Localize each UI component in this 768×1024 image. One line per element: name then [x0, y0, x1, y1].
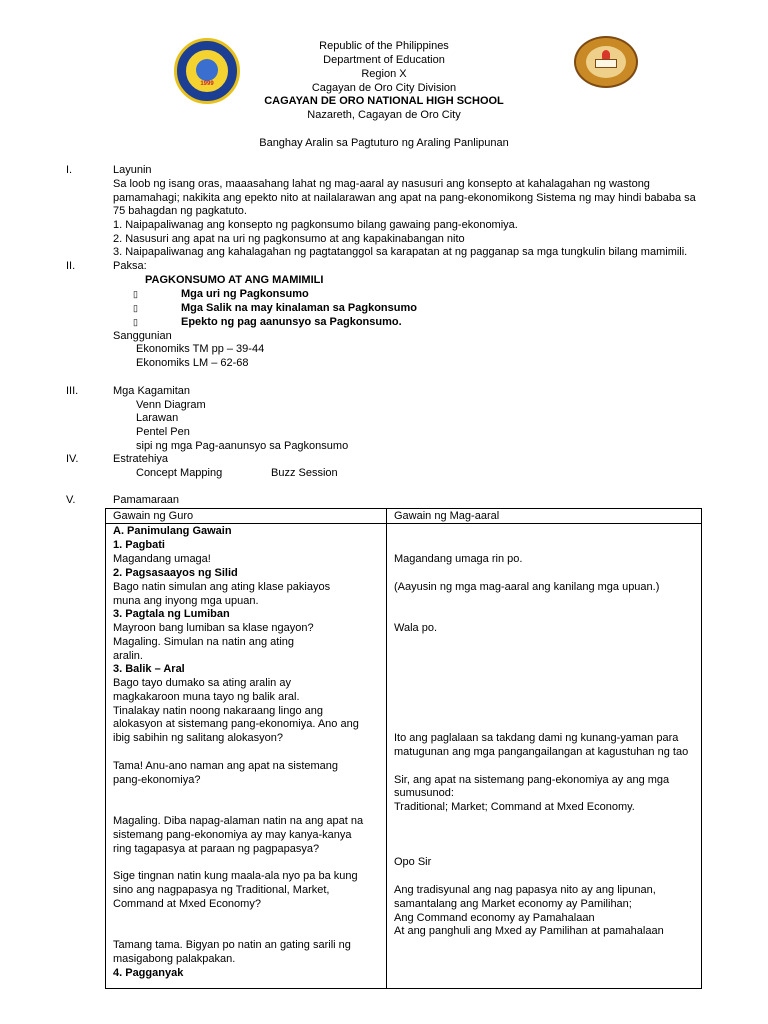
lesson-plan-title: Banghay Aralin sa Pagtuturo ng Araling Panlipunan: [259, 137, 509, 149]
objective-line: 3. Naipapaliwanag ang kahalagahan ng pagtatanggol sa karapatan at ng pagganap sa mga tungkulin bilang mamimili.: [113, 246, 688, 258]
teacher-line: Bago natin simulan ang ating klase pakiayos: [113, 581, 331, 593]
teacher-line: Command at Mxed Economy?: [113, 898, 261, 910]
objective-line: pamamahagi; nakikita ang epekto nito at nailalarawan ang apat na pang-ekonomikong Sistema ng may hindi bababa sa: [113, 192, 696, 204]
objective-line: 2. Nasusuri ang apat na uri ng pagkonsumo at ang kapakinabangan nito: [113, 233, 465, 245]
section-numeral: III.: [66, 385, 79, 397]
section-numeral: II.: [66, 260, 76, 272]
student-line: Ang tradisyunal ang nag papasya nito ay ang lipunan,: [394, 884, 656, 896]
section-heading: Mga Kagamitan: [113, 385, 191, 397]
reference-item: Ekonomiks TM pp – 39-44: [136, 343, 265, 355]
teacher-line: magkakaroon muna tayo ng balik aral.: [113, 691, 300, 703]
teacher-line: Magaling. Simulan na natin ang ating: [113, 636, 295, 648]
section-numeral: I.: [66, 164, 73, 176]
table-header-row: [106, 509, 702, 524]
teacher-line: Magaling. Diba napag-alaman natin na ang apat na: [113, 815, 364, 827]
seal-year: 1999: [200, 81, 214, 87]
student-line: At ang panghuli ang Mxed ay Pamilihan at pamahalaan: [394, 925, 664, 937]
section-numeral: IV.: [66, 453, 79, 465]
topic-title: PAGKONSUMO AT ANG MAMIMILI: [145, 274, 324, 286]
strategy-item: Buzz Session: [271, 467, 338, 479]
teacher-line: Bago tayo dumako sa ating aralin ay: [113, 677, 291, 689]
material-item: sipi ng mga Pag-aanunsyo sa Pagkonsumo: [136, 440, 349, 452]
teacher-line: sistemang pang-ekonomiya ay may kanya-kanya: [113, 829, 352, 841]
teacher-line: Magandang umaga!: [113, 553, 211, 565]
table-row: [106, 524, 702, 989]
objective-line: Sa loob ng isang oras, maaasahang lahat ng mag-aaral ay nasusuri ang konsepto at kahalagahan ng wastong: [113, 178, 650, 190]
student-line: Traditional; Market; Command at Mxed Economy.: [394, 801, 635, 813]
student-line: Opo Sir: [394, 856, 432, 868]
bullet-icon: ▯: [133, 303, 138, 313]
objective-line: 1. Naipapaliwanag ang konsepto ng pagkonsumo bilang gawaing pang-ekonomiya.: [113, 219, 518, 231]
student-line: Wala po.: [394, 622, 438, 634]
school-address: Nazareth, Cagayan de Oro City: [307, 109, 461, 121]
teacher-line: ring tagapasya at paraan ng pagpapasya?: [113, 843, 320, 855]
teacher-line: Tama! Anu-ano naman ang apat na sistemang: [113, 760, 339, 772]
objective-line: 75 bahagdan ng pagkatuto.: [113, 205, 247, 217]
teacher-line: sino ang nagpapasya ng Traditional, Market,: [113, 884, 330, 896]
subtopic: Mga uri ng Pagkonsumo: [181, 288, 309, 300]
strategy-item: Concept Mapping: [136, 467, 223, 479]
teacher-line: Sige tingnan natin kung maala-ala nyo pa ba kung: [113, 870, 358, 882]
phase-heading: A. Panimulang Gawain: [113, 525, 232, 537]
school-name: CAGAYAN DE ORO NATIONAL HIGH SCHOOL: [264, 95, 504, 107]
subtopic: Mga Salik na may kinalaman sa Pagkonsumo: [181, 302, 417, 314]
student-line: Sir, ang apat na sistemang pang-ekonomiya ay ang mga: [394, 774, 670, 786]
student-line: Ang Command economy ay Pamahalaan: [394, 912, 595, 924]
header-region: Region X: [361, 68, 407, 80]
bullet-icon: ▯: [133, 317, 138, 327]
student-line: matugunan ang mga pangangailangan at kagustuhan ng tao: [394, 746, 689, 758]
teacher-line: Mayroon bang lumiban sa klase ngayon?: [113, 622, 314, 634]
reference-item: Ekonomiks LM – 62-68: [136, 357, 249, 369]
step-title: 3. Pagtala ng Lumiban: [113, 608, 230, 620]
teacher-line: ibig sabihin ng salitang alokasyon?: [113, 732, 284, 744]
teacher-line: Tamang tama. Bigyan po natin an gating sarili ng: [113, 939, 351, 951]
step-title: 4. Pagganyak: [113, 967, 184, 979]
references-heading: Sanggunian: [113, 330, 172, 342]
guro-cell: [106, 524, 387, 989]
student-line: Ito ang paglalaan sa takdang dami ng kunang-yaman para: [394, 732, 679, 744]
material-item: Larawan: [136, 412, 179, 424]
section-heading: Pamamaraan: [113, 494, 180, 506]
material-item: Venn Diagram: [136, 399, 206, 411]
teacher-line: Tinalakay natin noong nakaraang lingo ang: [113, 705, 323, 717]
mag-aaral-cell: [387, 524, 702, 989]
teacher-line: pang-ekonomiya?: [113, 774, 201, 786]
student-line: samantalang ang Market economy ay Pamilihan;: [394, 898, 632, 910]
student-line: Magandang umaga rin po.: [394, 553, 523, 565]
student-line: sumusunod:: [394, 787, 454, 799]
header-department: Department of Education: [323, 54, 445, 66]
step-title: 3. Balik – Aral: [113, 663, 185, 675]
teacher-line: aralin.: [113, 650, 143, 662]
procedure-table: [105, 508, 702, 989]
section-heading: Paksa:: [113, 260, 147, 272]
student-line: (Aayusin ng mga mag-aaral ang kanilang mga upuan.): [394, 581, 660, 593]
column-header-guro: Gawain ng Guro: [106, 509, 387, 524]
teacher-line: alokasyon at sistemang pang-ekonomiya. Ano ang: [113, 718, 359, 730]
header-republic: Republic of the Philippines: [319, 40, 449, 52]
subtopic: Epekto ng pag aanunsyo sa Pagkonsumo.: [181, 316, 402, 328]
section-heading: Layunin: [113, 164, 152, 176]
header-division: Cagayan de Oro City Division: [311, 82, 457, 94]
teacher-line: muna ang inyong mga upuan.: [113, 595, 259, 607]
step-title: 1. Pagbati: [113, 539, 165, 551]
section-heading: Estratehiya: [113, 453, 169, 465]
material-item: Pentel Pen: [136, 426, 190, 438]
section-numeral: V.: [66, 494, 76, 506]
column-header-mag-aaral: Gawain ng Mag-aaral: [387, 509, 702, 524]
teacher-line: masigabong palakpakan.: [113, 953, 236, 965]
bullet-icon: ▯: [133, 289, 138, 299]
step-title: 2. Pagsasaayos ng Silid: [113, 567, 238, 579]
